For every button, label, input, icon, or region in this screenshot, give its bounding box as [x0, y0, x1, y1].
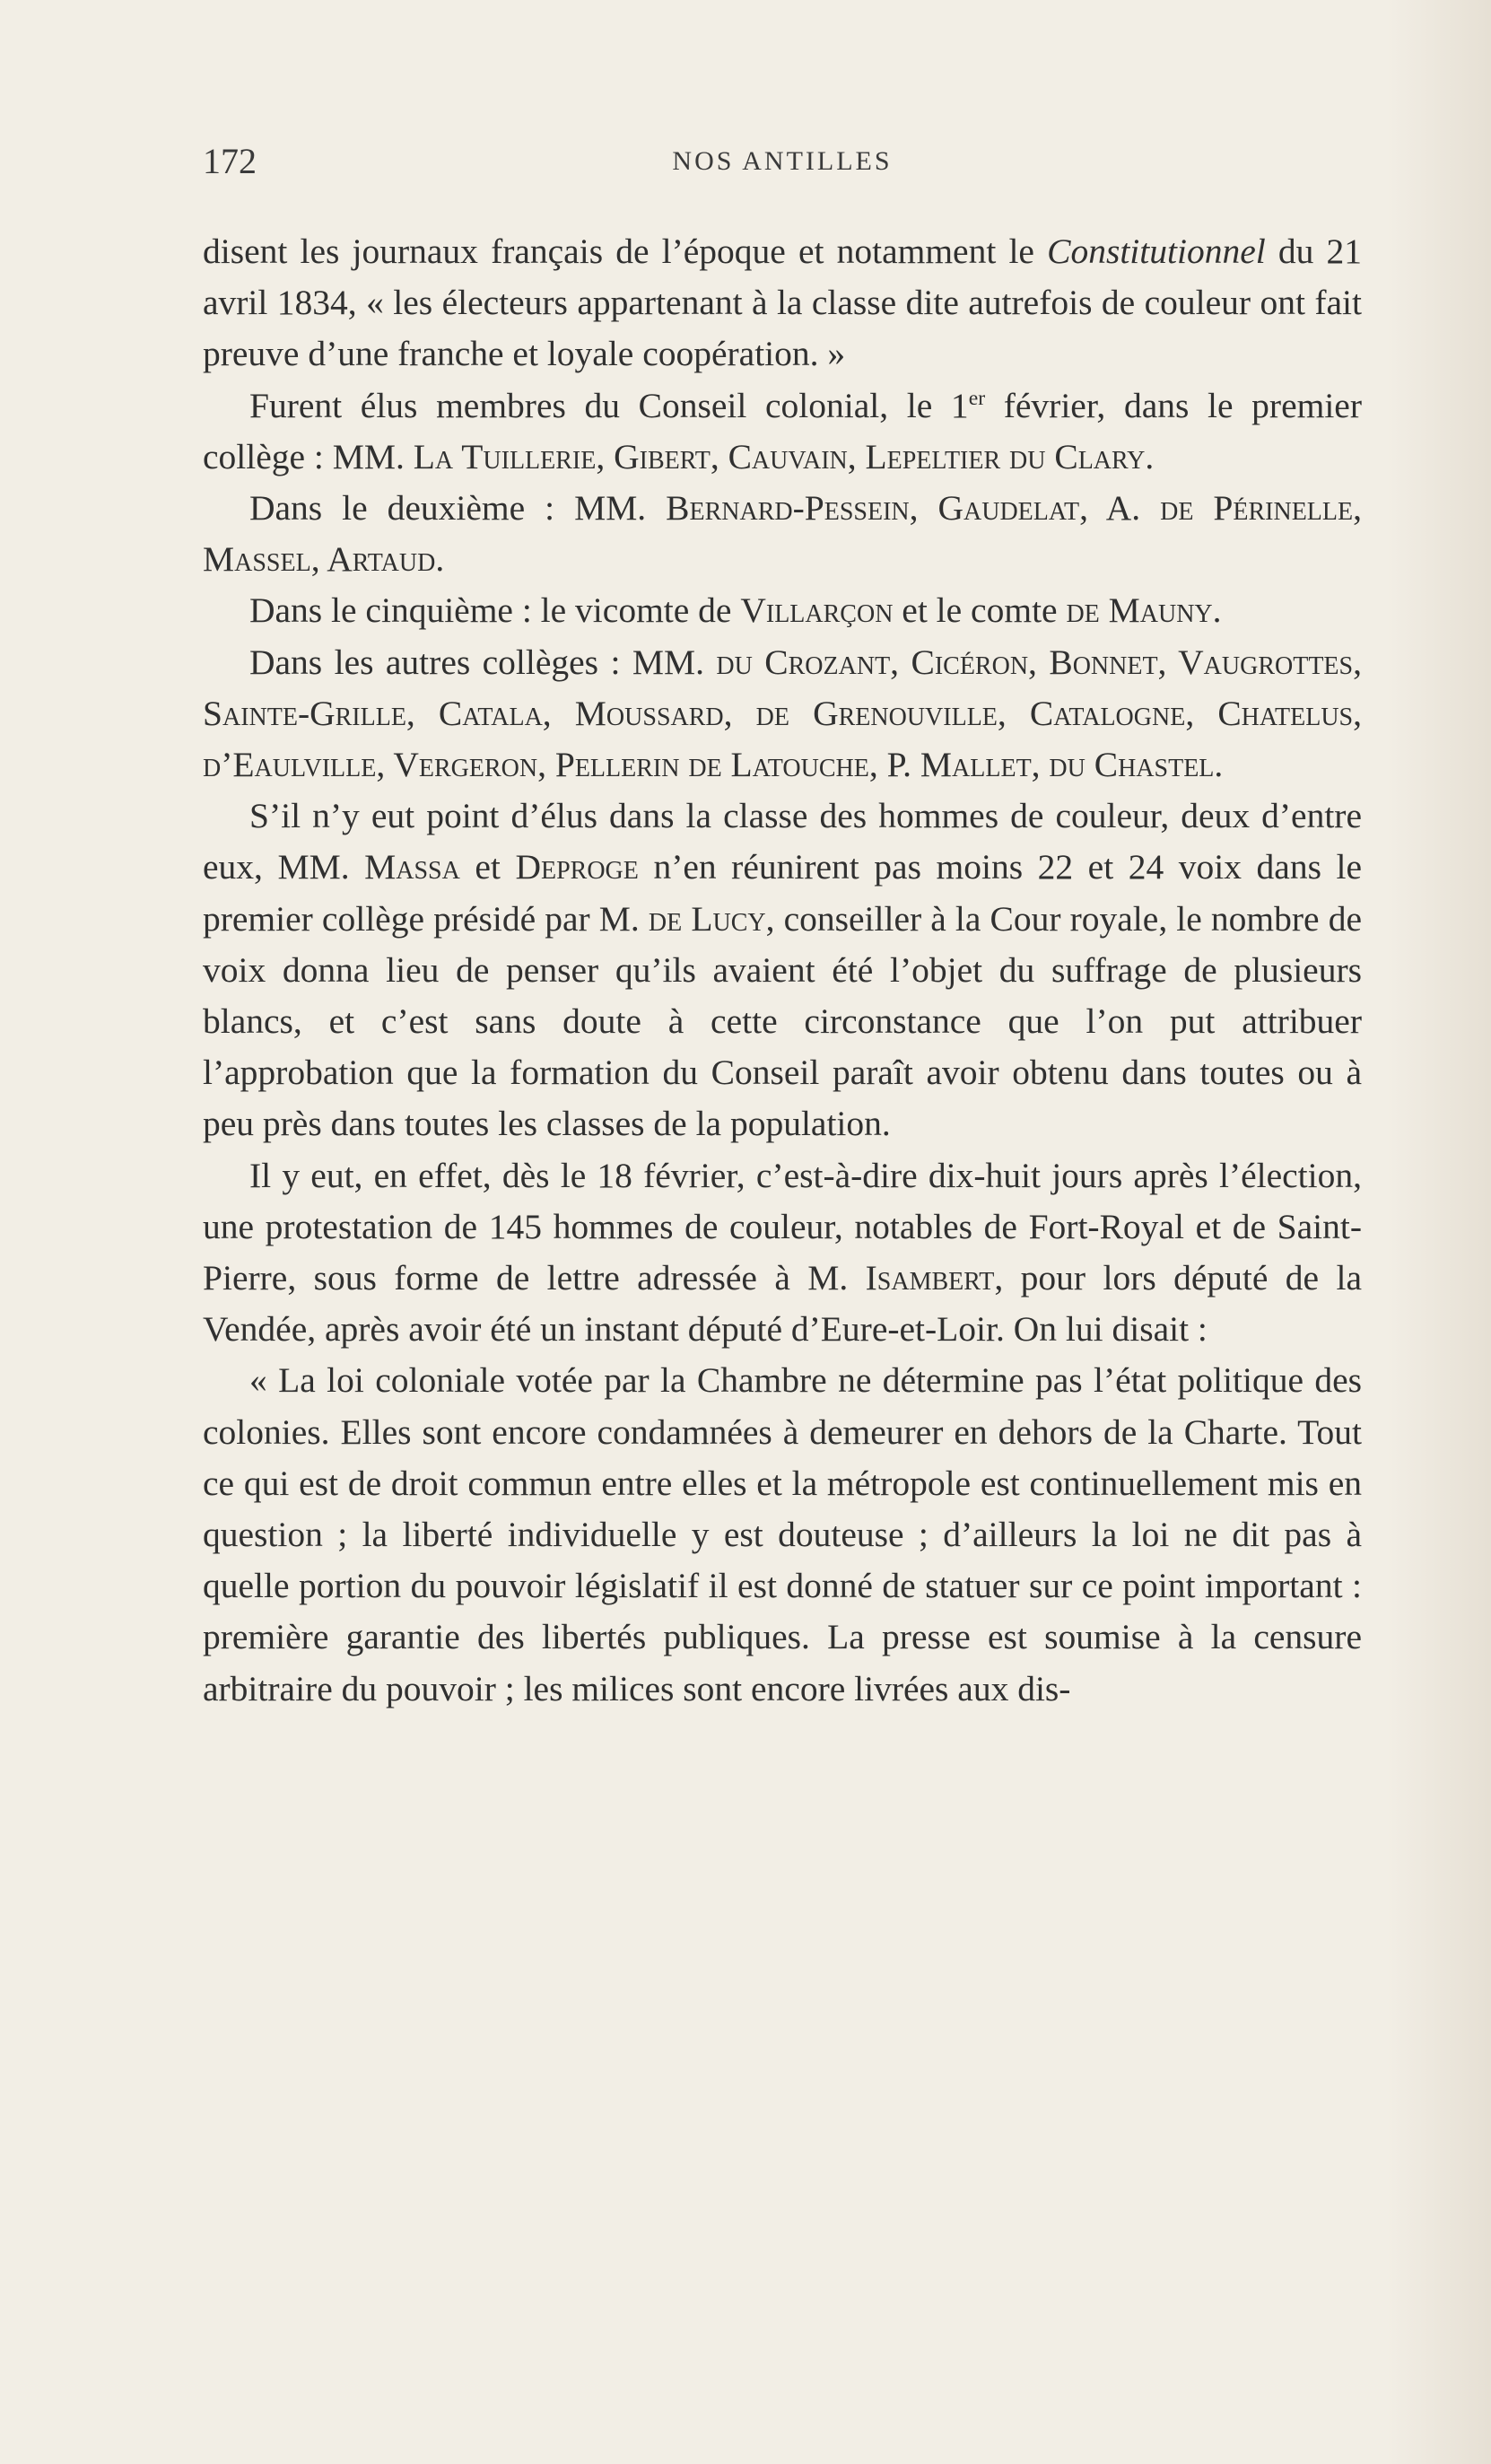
text-span: Dans le cinquième : le vicomte de: [249, 590, 741, 631]
paragraph-1: [203, 226, 1362, 380]
person-name: de Lucy: [648, 898, 766, 939]
text-span: , pour lors député de la Vendée, après avoir été un instant député d’Eure-et-Loir. On lui disait :: [203, 1258, 1362, 1350]
text-span: du 21 avril 1834, « les électeurs appartenant à la classe dite autrefois de couleur ont fait preuve d’une franche et loyale coopération. »: [203, 232, 1362, 374]
text-span: « La loi coloniale votée par la Chambre ne détermine pas l’état politique des colonies. Elles sont encore condamnées à demeurer en dehors de la Charte. Tout ce qui est de droit commun entre elles et la métropole est continuellement mis en question ; la liberté individuelle y est douteuse ; d’ailleurs la loi ne dit pas à quelle portion du pouvoir législatif il est donné de statuer sur ce point important : première garantie des libertés publiques. La presse est soumise à la censure arbitraire du pouvoir ; les milices sont encore livrées aux dis-: [203, 1360, 1362, 1708]
text-span: et le comte: [893, 590, 1067, 631]
text-span: .: [1145, 436, 1155, 476]
person-name: Deproge: [515, 847, 639, 887]
text-span: S’il n’y eut point d’élus dans la classe des hommes de couleur, deux d’entre eux, MM.: [203, 796, 1362, 887]
text-span: Dans le deuxième : MM.: [249, 488, 667, 529]
book-title: NOS ANTILLES: [672, 146, 893, 176]
paragraph-2: [203, 380, 1362, 483]
text-span: , conseiller à la Cour royale, le nombre de voix donna lieu de penser qu’ils avaient été l’objet du suffrage de plusieurs blancs, et c’est sans doute à cette circonstance que l’on put attribuer l’approbation que la formation du Conseil paraît avoir obtenu dans toutes ou à peu près dans toutes les classes de la population.: [203, 898, 1362, 1144]
newspaper-title: Constitutionnel: [1047, 232, 1266, 271]
text-span: et: [459, 847, 516, 887]
text-span: Il y eut, en effet, dès le 18 février, c’est-à-dire dix-huit jours après l’élection, une protestation de 145 hommes de couleur, notables de Fort-Royal et de Saint-Pierre, sous forme de lettre adressée à M.: [203, 1155, 1362, 1298]
paragraph-5: [203, 637, 1362, 791]
names-list: Bernard-Pessein, Gaudelat, A. de Périnelle, Massel, Artaud: [203, 488, 1362, 580]
names-list: La Tuillerie, Gibert, Cauvain, Lepeltier du Clary: [413, 436, 1146, 476]
paragraph-4: [203, 585, 1362, 636]
body-text: [203, 226, 1362, 1715]
person-name: Isambert: [865, 1258, 995, 1298]
page-number: 172: [203, 141, 257, 181]
text-span: disent les journaux français de l’époque et notamment le: [203, 232, 1048, 271]
paragraph-6: [203, 791, 1362, 1149]
paragraph-3: [203, 483, 1362, 585]
text-span: .: [435, 539, 445, 580]
person-name: Villarçon: [740, 590, 894, 631]
text-span: .: [1212, 590, 1222, 631]
paragraph-8: [203, 1355, 1362, 1714]
person-name: Massa: [364, 847, 460, 887]
text-span: Dans les autres collèges : MM.: [249, 642, 717, 682]
superscript: er: [968, 386, 986, 410]
text-span: Furent élus membres du Conseil colonial, le 1: [249, 385, 969, 425]
person-name: de Mauny: [1066, 590, 1213, 631]
paragraph-7: [203, 1150, 1362, 1356]
text-span: .: [1214, 745, 1224, 785]
names-list: du Crozant, Cicéron, Bonnet, Vaugrottes, Sainte-Grille, Catala, Moussard, de Grenouville, Catalogne, Chatelus, d’Eaulville, Vergeron, Pellerin de Latouche, P. Mallet, du Chastel: [203, 642, 1362, 785]
running-head: [203, 135, 1362, 188]
text-span: février, dans le premier collège : MM.: [203, 385, 1362, 476]
text-span: n’en réunirent pas moins 22 et 24 voix dans le premier collège présidé par M.: [203, 847, 1362, 939]
